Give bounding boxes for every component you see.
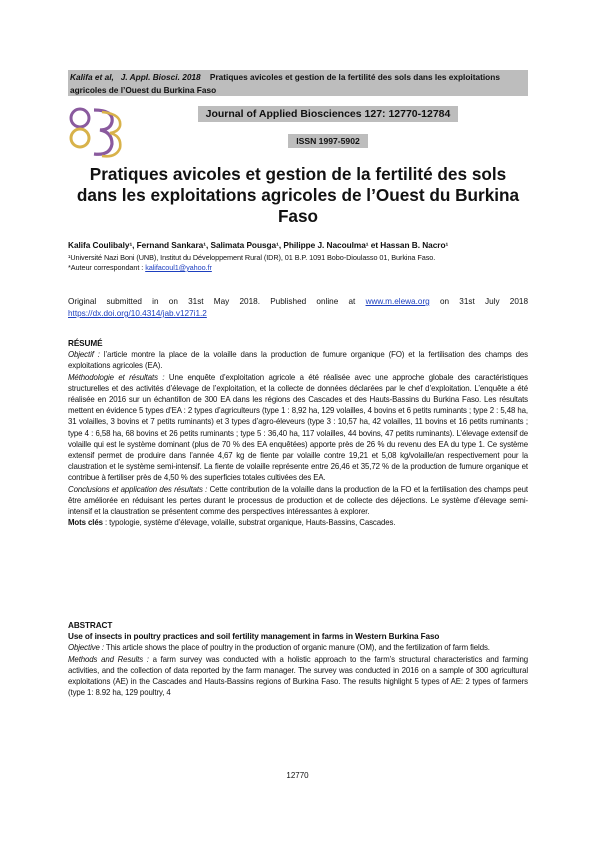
keywords-text: : typologie, système d’élevage, volaille, substrat organique, Hauts-Bassins, Cascades.: [102, 518, 396, 528]
conclusions-text: Cette contribution de la volaille dans la production de la FO et la fertilisation des champs peut être améliorée en réduisant les pertes durant le processus de production et de collecte des déjections. Le système d’élevage semi-intensif et la claustration se présentent comme des perspectives intéressantes à explorer.: [68, 484, 528, 517]
objectif-label: Objectif :: [68, 350, 100, 360]
resume-heading: RÉSUMÉ: [68, 339, 103, 348]
affiliation-line: ¹Université Nazi Boni (UNB), Institut du Développement Rural (IDR), 01 B.P. 1091 Bobo-Dioulasso 01, Burkina Faso.: [68, 253, 436, 262]
methods-text: a farm survey was conducted with a holistic approach to the farm’s structural characteristics and farming activities, and the collection of data reported by the farm manager. The survey was conducted in 2016 on a sample of 300 agricultural exploitations (AE) in the Cascades and Hauts-Bassins regions of Burkina Faso. The results highlight 5 types of AE: 2 types of farmers (type 1: 8.92 ha, 129 poultry, 4: [68, 654, 528, 698]
running-head: [68, 70, 528, 96]
issn-label: ISSN 1997-5902: [288, 134, 368, 148]
objectif-text: l’article montre la place de la volaille dans la production de fumure organique (FO) et la fertilisation des champs des exploitations agricoles (EA).: [68, 350, 529, 371]
abstract-title: Use of insects in poultry practices and soil fertility management in farms in Western Burkina Faso: [68, 632, 440, 642]
running-head-title: Pratiques avicoles et gestion de la fertilité des sols dans les exploitations agricoles de l’Ouest du Burkina Faso: [70, 72, 500, 95]
publication-dates: [68, 296, 528, 320]
objective-text: This article shows the place of poultry in the production of organic manure (OM), and the fertilization of farm fields.: [103, 643, 490, 653]
abstract-section: [68, 620, 528, 698]
corresponding-email-link[interactable]: kalifacoul1@yahoo.fr: [145, 263, 212, 272]
running-head-authors: Kalifa et al,: [70, 72, 114, 82]
abstract-methods: [68, 654, 528, 699]
article-title: Pratiques avicoles et gestion de la fertilité des sols dans les exploitations agricoles de l’Ouest du Burkina Faso: [76, 164, 520, 226]
objective-label: Objective :: [68, 643, 104, 653]
corresponding-label: *Auteur correspondant :: [68, 263, 146, 272]
journal-logo: [66, 104, 130, 160]
author-list: Kalifa Coulibaly¹, Fernand Sankara¹, Salimata Pousga¹, Philippe J. Nacoulma¹ et Hassan B. Nacro¹: [68, 240, 449, 250]
affiliations: [68, 253, 538, 273]
journal-site-link[interactable]: www.m.elewa.org: [365, 297, 430, 306]
resume-section: [68, 338, 528, 528]
methods-label: Methods and Results :: [68, 654, 149, 664]
doi-link[interactable]: https://dx.doi.org/10.4314/jab.v127i1.2: [68, 309, 207, 318]
abstract-heading: ABSTRACT: [68, 621, 113, 630]
online-date: on 31st July 2018: [439, 297, 528, 306]
resume-keywords: [68, 517, 528, 528]
running-head-journal: J. Appl. Biosci. 2018: [120, 72, 201, 82]
methodologie-label: Méthodologie et résultats :: [68, 372, 165, 382]
page-number: 12770: [286, 771, 309, 780]
resume-methodologie: [68, 372, 528, 484]
resume-objectif: [68, 349, 528, 371]
resume-conclusions: [68, 484, 528, 518]
journal-citation: Journal of Applied Biosciences 127: 12770-12784: [198, 106, 458, 122]
conclusions-label: Conclusions et application des résultats :: [68, 484, 208, 494]
abstract-objective: [68, 642, 528, 653]
corresponding-author: [68, 263, 538, 273]
keywords-label: Mots clés: [68, 518, 103, 528]
submission-date: Original submitted in on 31st May 2018. Published online at: [68, 297, 356, 306]
methodologie-text: Une enquête d’exploitation agricole a été réalisée avec une approche globale des caractéristiques structurelles et des activités d’élevage de l’exploitation, et la collecte de données déclarées par le chef d’exploitation. L’enquête a été réalisée en 2016 sur un échantillon de 300 EA dans les régions des Cascades et des Hauts-Bassins du Burkina Faso. Les résultats mettent en évidence 5 types d’EA : 2 types d’agriculteurs (type 1 : 8,92 ha, 129 volailles, 4 bovins et 6 petits ruminants ; type 2 : 5,48 ha, 31 volailles, 3 bovins et 7 petits ruminants) et 3 types d’agro-éleveurs (type 3 : 10,57 ha, 42 volailles, 11 bovins et 16 petits ruminants ; type 4 : 6,58 ha, 68 bovins et 26 petits ruminants ; type 5 : 36,40 ha, 117 volailles, 44 bovins, 47 petits ruminants). L’élevage extensif de volaille qui est le système dominant (plus de 70 % des EA enquêtées) apporte près de 26 % du revenu des EA du type 1. Ce système extensif permet de produire dans l’année 4,67 kg de fiente par volaille contre 19,21 et 5,08 kg/volaille/an respectivement pour la claustration et le système semi-intensif. La fiente de volaille représente entre 26,46 et 35,72 % de la production de fumure organique et contribue à fertiliser près de 4,50 % des superficies totales cultivées des EA.: [68, 372, 528, 483]
